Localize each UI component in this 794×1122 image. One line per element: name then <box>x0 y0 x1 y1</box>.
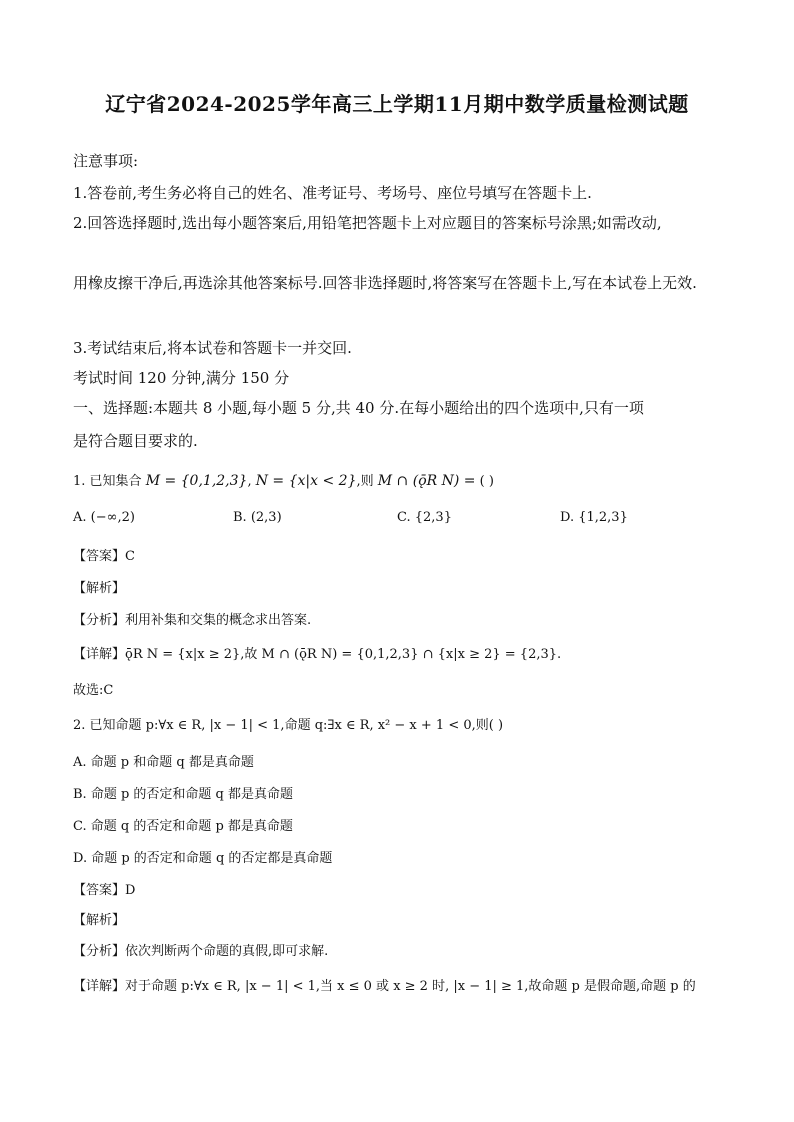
question-1-stem <box>73 470 724 493</box>
question-1-option-d: D. {1,2,3} <box>560 510 628 525</box>
question-1-detail: 【详解】ǭR N = {x|x ≥ 2},故 M ∩ (ǭR N) = {0,1,2,3} ∩ {x|x ≥ 2} = {2,3}. <box>73 647 562 662</box>
question-2-option-b: B. 命题 p 的否定和命题 q 都是真命题 <box>73 787 293 802</box>
question-2-option-a: A. 命题 p 和命题 q 都是真命题 <box>73 755 254 770</box>
section-heading-line-1: 一、选择题:本题共 8 小题,每小题 5 分,共 40 分.在每小题给出的四个选项中,只有一项 <box>73 399 644 417</box>
question-1-expression: M ∩ (ǭR N) = <box>377 473 476 489</box>
set-n-definition: N = {x|x < 2} <box>255 473 357 489</box>
notes-item-1: 1.答卷前,考生务必将自己的姓名、准考证号、考场号、座位号填写在答题卡上. <box>73 184 592 202</box>
question-2-analysis-label: 【解析】 <box>73 913 126 928</box>
question-2-fenxi: 【分析】依次判断两个命题的真假,即可求解. <box>73 944 329 959</box>
notes-item-2a: 2.回答选择题时,选出每小题答案后,用铅笔把答题卡上对应题目的答案标号涂黑;如需改动, <box>73 214 662 232</box>
question-2-option-d: D. 命题 p 的否定和命题 q 的否定都是真命题 <box>73 851 333 866</box>
question-1-fenxi: 【分析】利用补集和交集的概念求出答案. <box>73 613 312 628</box>
question-1-then: ,则 <box>356 474 374 489</box>
section-heading-line-2: 是符合题目要求的. <box>73 432 198 450</box>
question-2-detail: 【详解】对于命题 p:∀x ∈ R, |x − 1| < 1,当 x ≤ 0 或 x ≥ 2 时, |x − 1| ≥ 1,故命题 p 是假命题,命题 p 的 <box>73 979 696 994</box>
question-2-stem: 2. 已知命题 p:∀x ∈ R, |x − 1| < 1,命题 q:∃x ∈ R, x² − x + 1 < 0,则( ) <box>73 718 504 733</box>
document-title: 辽宁省2024-2025学年高三上学期11月期中数学质量检测试题 <box>105 92 689 116</box>
question-2-option-c: C. 命题 q 的否定和命题 p 都是真命题 <box>73 819 293 834</box>
question-1-choice: 故选:C <box>73 683 114 698</box>
question-1-option-c: C. {2,3} <box>397 510 452 525</box>
question-1-answer: 【答案】C <box>73 549 135 564</box>
set-m-definition: M = {0,1,2,3} <box>145 473 248 489</box>
question-1-analysis-label: 【解析】 <box>73 581 126 596</box>
question-1-answer-paren: ( ) <box>479 474 494 489</box>
question-1-option-b: B. (2,3) <box>233 510 282 525</box>
notes-exam-time: 考试时间 120 分钟,满分 150 分 <box>73 369 290 387</box>
question-1-prefix: 1. 已知集合 <box>73 474 142 489</box>
notes-item-2b: 用橡皮擦干净后,再选涂其他答案标号.回答非选择题时,将答案写在答题卡上,写在本试卷上无效. <box>73 274 697 292</box>
notes-heading: 注意事项: <box>73 152 139 170</box>
question-2-answer: 【答案】D <box>73 883 136 898</box>
question-1-comma: , <box>247 474 252 489</box>
question-1-option-a: A. (−∞,2) <box>73 510 135 525</box>
notes-item-3: 3.考试结束后,将本试卷和答题卡一并交回. <box>73 339 352 357</box>
